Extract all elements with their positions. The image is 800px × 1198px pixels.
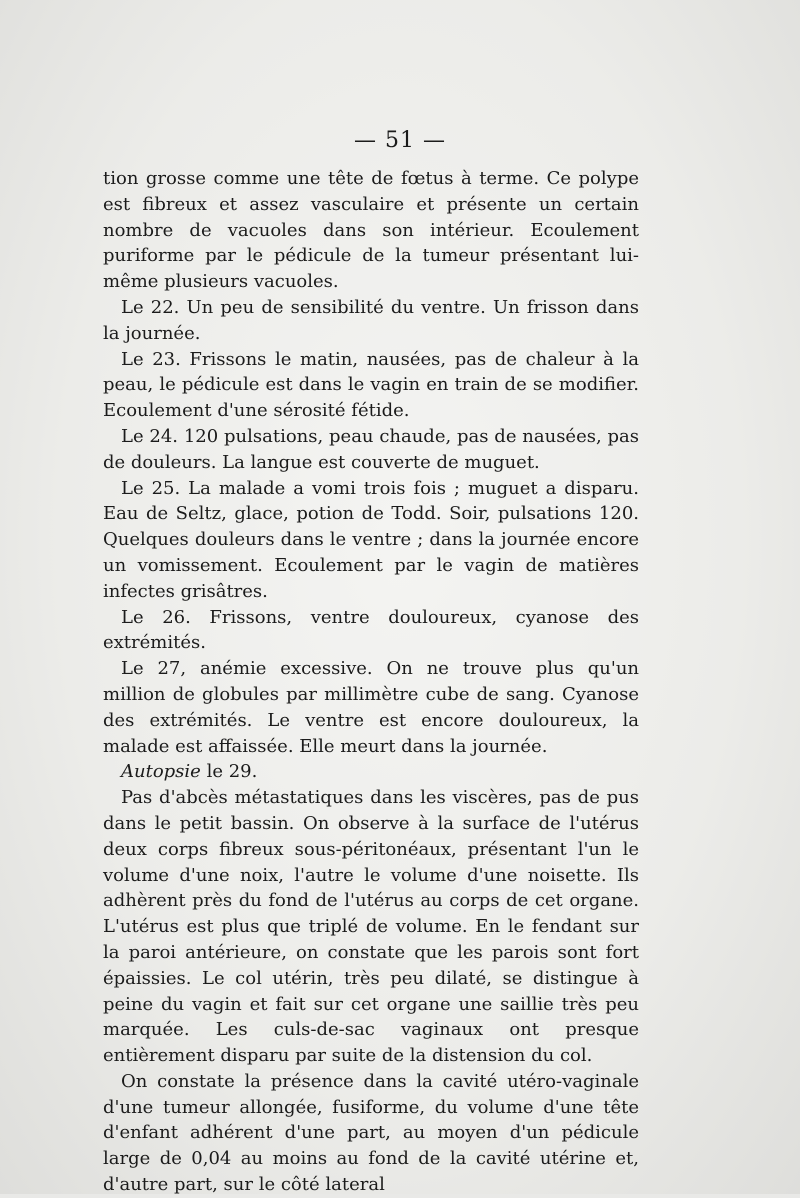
page-number: — 51 — (354, 128, 446, 153)
paragraph-continuation: tion grosse comme une tête de fœtus à terme. Ce polype est fibreux et assez vasculaire et présente un certain nombre de vacuoles dans son intérieur. Ecoulement puriforme par le pédicule de la tumeur présentant lui-même plusieurs vacuoles. (103, 168, 639, 293)
paragraph-day-24: Le 24. 120 pulsations, peau chaude, pas de nausées, pas de douleurs. La langue est couverte de muguet. (103, 425, 639, 473)
paragraph-day-22: Le 22. Un peu de sensibilité du ventre. Un frisson dans la journée. (103, 296, 639, 344)
paragraph-day-26: Le 26. Frissons, ventre douloureux, cyanose des extrémités. (103, 606, 639, 654)
body-text (103, 166, 639, 1198)
paragraph-day-23: Le 23. Frissons le matin, nausées, pas de chaleur à la peau, le pédicule est dans le vagin en train de se modifier. Ecoulement d'une sérosité fétide. (103, 348, 639, 422)
paragraph-tumor-description: On constate la présence dans la cavité utéro-vaginale d'une tumeur allongée, fusiforme, du volume d'une tête d'enfant adhérent d'une part, au moyen d'un pédicule large de 0,04 au moins au fond de la cavité utérine et, d'autre part, sur le côté lateral (103, 1070, 639, 1196)
paragraph-autopsy-findings: Pas d'abcès métastatiques dans les viscères, pas de pus dans le petit bassin. On observe à la surface de l'utérus deux corps fibreux sous-péritonéaux, présentant l'un le volume d'une noix, l'autre le volume d'une noisette. Ils adhèrent près du fond de l'utérus au corps de cet organe. L'utérus est plus que triplé de volume. En le fendant sur la paroi antérieure, on constate que les parois sont fort épaissies. Le col utérin, très peu dilaté, se distingue à peine du vagin et fait sur cet organe une saillie très peu marquée. Les culs-de-sac vaginaux ont presque entièrement disparu par suite de la distension du col. (103, 787, 639, 1067)
autopsy-heading (103, 759, 639, 785)
paragraph-day-25: Le 25. La malade a vomi trois fois ; muguet a disparu. Eau de Seltz, glace, potion de Todd. Soir, pulsations 120. Quelques douleurs dans le ventre ; dans la journée encore un vomissement. Ecoulement par le vagin de matières infectes grisâtres. (103, 477, 639, 602)
autopsy-date: le 29. (206, 761, 258, 783)
autopsy-label: Autopsie (121, 761, 201, 783)
paragraph-day-27: Le 27, anémie excessive. On ne trouve plus qu'un million de globules par millimètre cube de sang. Cyanose des extrémités. Le ventre est encore douloureux, la malade est affaissée. Elle meurt dans la journée. (103, 658, 639, 757)
